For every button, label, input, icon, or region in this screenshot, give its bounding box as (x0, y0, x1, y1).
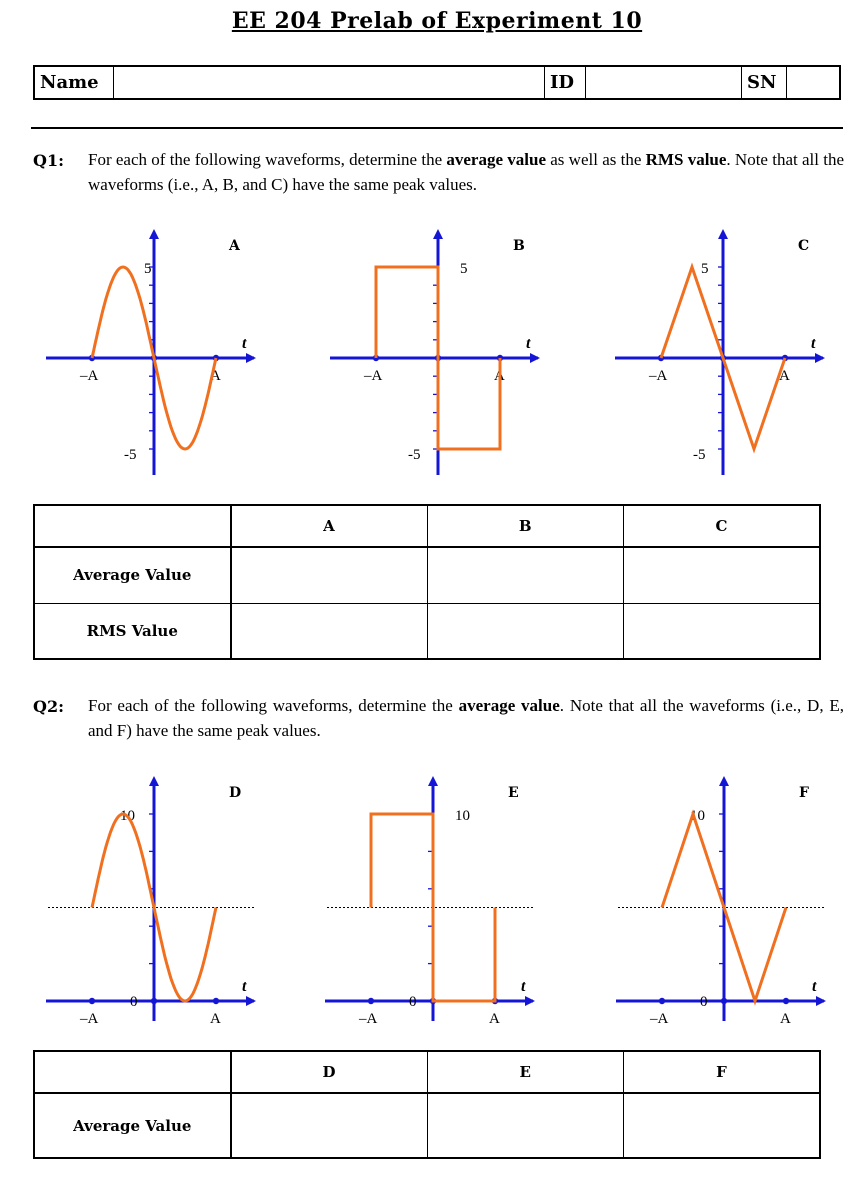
id-label: ID (545, 66, 586, 99)
axis-point (659, 998, 665, 1004)
answer-cell[interactable] (231, 1093, 428, 1158)
q2-header-blank (34, 1051, 231, 1093)
x-label-neg-a: –A (80, 368, 99, 384)
x-label-neg-a: –A (650, 1011, 669, 1027)
y-label-top: 10 (690, 808, 705, 824)
x-label-a: A (494, 368, 505, 384)
plot-letter: C (798, 238, 810, 254)
y-axis-arrow (428, 776, 438, 786)
q1-answer-table (33, 504, 821, 660)
x-axis-var: t (242, 335, 247, 352)
x-axis-var: t (521, 978, 526, 995)
axis-point (151, 998, 157, 1004)
x-label-a: A (779, 368, 790, 384)
plot-letter: F (799, 785, 809, 801)
answer-cell[interactable] (624, 603, 821, 659)
q1-label: Q1: (33, 151, 64, 170)
x-label-neg-a: –A (359, 1011, 378, 1027)
x-label-neg-a: –A (364, 368, 383, 384)
q1-col-c: C (624, 505, 821, 547)
axis-point (89, 998, 95, 1004)
page-title: EE 204 Prelab of Experiment 10 (231, 8, 643, 34)
x-label-a: A (780, 1011, 791, 1027)
q1-row-rms: RMS Value (34, 603, 231, 659)
y-label-bottom: -5 (408, 447, 421, 463)
plot-letter: D (229, 785, 242, 801)
x-label-a: A (210, 1011, 221, 1027)
y-axis-arrow (149, 776, 159, 786)
answer-cell[interactable] (231, 603, 428, 659)
y-label-bottom: -5 (124, 447, 137, 463)
q1-col-b: B (427, 505, 624, 547)
y-label-zero: 0 (409, 994, 417, 1010)
y-axis-arrow (718, 229, 728, 239)
x-axis-var: t (526, 335, 531, 352)
x-axis-arrow (816, 996, 826, 1006)
x-label-neg-a: –A (80, 1011, 99, 1027)
answer-cell[interactable] (427, 1093, 624, 1158)
q2-row-average: Average Value (34, 1093, 231, 1158)
answer-cell[interactable] (624, 547, 821, 603)
y-label-zero: 0 (700, 994, 708, 1010)
q2-col-d: D (231, 1051, 428, 1093)
q2-text: For each of the following waveforms, determine the average value. Note that all the waveforms (i.e., D, E, and F) have the same peak values. (88, 696, 845, 740)
y-label-top: 5 (701, 261, 709, 277)
axis-point (368, 998, 374, 1004)
sn-label: SN (742, 66, 787, 99)
q1-text: For each of the following waveforms, determine the average value as well as the RMS value. Note that all the waveforms (i.e., A, B, and C) have the same peak values. (88, 150, 845, 194)
answer-cell[interactable] (427, 547, 624, 603)
name-label: Name (34, 66, 114, 99)
x-axis-arrow (530, 353, 540, 363)
y-label-bottom: -5 (693, 447, 706, 463)
plot-letter: B (513, 238, 525, 254)
q2-answer-table (33, 1050, 821, 1159)
q2-label: Q2: (33, 697, 64, 716)
y-axis-arrow (149, 229, 159, 239)
plot-letter: A (229, 238, 240, 254)
y-label-top: 10 (455, 808, 470, 824)
q1-col-a: A (231, 505, 428, 547)
q2-col-e: E (427, 1051, 624, 1093)
y-label-top: 5 (144, 261, 152, 277)
x-axis-var: t (242, 978, 247, 995)
x-axis-var: t (812, 978, 817, 995)
y-label-top: 5 (460, 261, 468, 277)
y-label-top: 10 (120, 808, 135, 824)
q1-row-average: Average Value (34, 547, 231, 603)
x-axis-arrow (525, 996, 535, 1006)
axis-point (213, 998, 219, 1004)
axis-point (783, 998, 789, 1004)
y-label-zero: 0 (130, 994, 138, 1010)
axis-point (721, 998, 727, 1004)
answer-cell[interactable] (624, 1093, 821, 1158)
q2-col-f: F (624, 1051, 821, 1093)
x-label-a: A (489, 1011, 500, 1027)
x-axis-arrow (246, 353, 256, 363)
x-label-neg-a: –A (649, 368, 668, 384)
answer-cell[interactable] (427, 603, 624, 659)
y-axis-arrow (719, 776, 729, 786)
q1-header-blank (34, 505, 231, 547)
x-axis-var: t (811, 335, 816, 352)
x-label-a: A (210, 368, 221, 384)
y-axis-arrow (433, 229, 443, 239)
x-axis-arrow (246, 996, 256, 1006)
plot-letter: E (508, 785, 519, 801)
x-axis-arrow (815, 353, 825, 363)
answer-cell[interactable] (231, 547, 428, 603)
